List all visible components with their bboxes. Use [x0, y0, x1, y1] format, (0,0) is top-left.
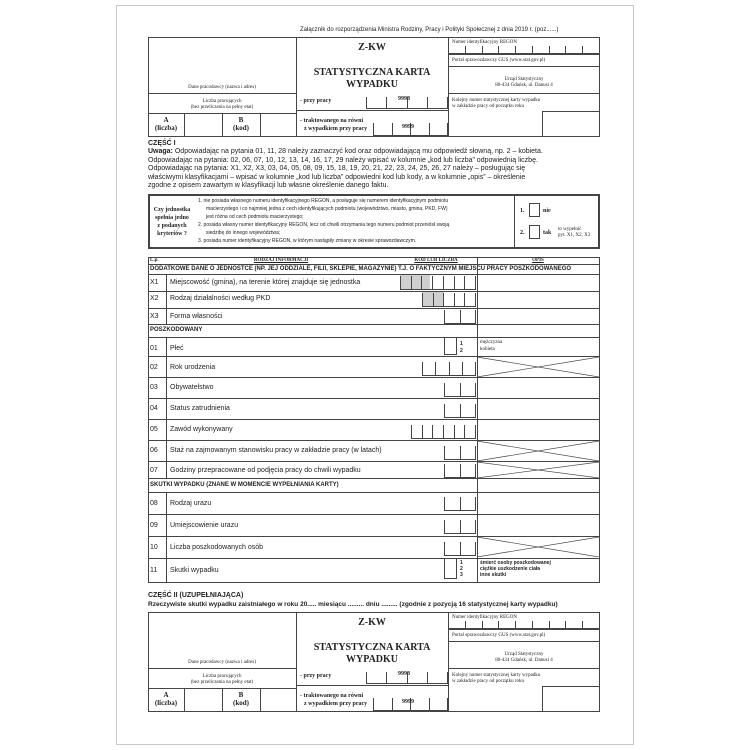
- r09-num: 09: [150, 522, 158, 529]
- x1-num: X1: [150, 279, 159, 286]
- traktowane-label-1: - traktowanego na równi: [300, 118, 364, 124]
- ans1-label: nie: [543, 208, 551, 214]
- main-table: [148, 257, 600, 583]
- traktowane-label-2: z wypadkiem przy pracy: [304, 126, 368, 132]
- x2-num: X2: [150, 295, 159, 302]
- office-name-2: Urząd Statystyczny: [504, 652, 544, 657]
- ans1-num: 1.: [520, 208, 525, 214]
- portal-label: Portal sprawozdawczy GUS (www.stat.gov.pl): [452, 58, 546, 63]
- x3-code-cells[interactable]: [444, 310, 476, 324]
- traktowane-label-1-2: - traktowanego na równi: [300, 693, 364, 699]
- r11-opt3: 3: [460, 572, 463, 578]
- r04-code-cells[interactable]: [444, 404, 476, 418]
- r01-num: 01: [150, 345, 158, 352]
- a-input-2[interactable]: [185, 689, 221, 711]
- criteria-item-3: 3. posiada numer identyfikacyjny REGON, w którym nastąpiły zmiany w okresie sprawozdawczym.: [198, 238, 417, 244]
- form-title-1: STATYSTYCZNA KARTA: [313, 67, 431, 78]
- criteria-q2: spełnia jedno: [155, 215, 189, 221]
- b-label: B: [238, 116, 244, 124]
- col-info: RODZAJ INFORMACJI: [253, 258, 309, 263]
- section-victim: POSZKODOWANY: [150, 327, 203, 333]
- r03-code-cells[interactable]: [444, 383, 476, 397]
- przy-pracy-label: - przy pracy: [300, 98, 332, 104]
- x1-code-cells[interactable]: [400, 276, 476, 290]
- ans2-num: 2.: [520, 230, 525, 236]
- part1-title: CZĘŚĆ I: [148, 140, 176, 147]
- workers-label: Liczba pracujących: [202, 99, 242, 104]
- r11-label: Skutki wypadku: [170, 567, 219, 574]
- regon-cells[interactable]: [448, 46, 600, 54]
- r01-label: Płeć: [170, 345, 184, 352]
- uwaga-line-1: Odpowiadając na pytania 01, 11, 28 należy zaznaczyć kod oraz odpowiadającą mu odpowiedź słowną, np. 2 – kobieta.: [172, 148, 543, 155]
- criteria-item-1b: macierzystego i co najmniej jedna z cech identyfikujących podmiotu (województwo, miasto, gmina, PKD, FW): [206, 206, 448, 212]
- criteria-item-2b: siedzibę do innego województwa;: [206, 230, 281, 236]
- r11-opt2: 2: [460, 566, 463, 572]
- a-input[interactable]: [185, 114, 221, 136]
- r11-desc3: inne skutki: [480, 572, 507, 578]
- regon-cells-2[interactable]: [448, 621, 600, 629]
- part1-note: [148, 148, 608, 191]
- section-effects: SKUTKI WYPADKU (ZNANE W MOMENCIE WYPEŁNIANIA KARTY): [150, 482, 339, 488]
- x2-label: Rodzaj działalności według PKD: [170, 295, 271, 302]
- r06-desc-crossed: [477, 441, 599, 461]
- uwaga-line-4: właściwymi klasyfikacjami – wpisać w kolumnie „kod lub liczba” odpowiedni kod lub kody, a w kolumnie „opis” – określenie: [148, 173, 526, 181]
- form-code: Z-KW: [358, 42, 386, 53]
- col-lp: L.p.: [150, 258, 159, 263]
- ans2-note-2: pyt. X1, X2, X3: [558, 233, 591, 238]
- office-name: Urząd Statystyczny: [504, 77, 544, 82]
- kolejny-label-2-2: w zakładzie pracy od początku roku: [452, 679, 525, 684]
- r07-desc-crossed: [477, 462, 599, 478]
- criteria-item-2a: 2. posiada własny numer identyfikacyjny REGON, lecz od chwili otrzymania tego numeru podmiot przeniósł swoją: [198, 222, 450, 228]
- uwaga-line-2: Odpowiadając na pytania: 02, 06, 07, 10, 12, 13, 14, 16, 17, 29 należy wpisać w kolumnie „kod lub liczba” odpowiednią liczbę.: [148, 156, 538, 164]
- r10-label: Liczba poszkodowanych osób: [170, 544, 264, 551]
- r09-code-cells[interactable]: [444, 520, 476, 534]
- a-sub: (liczba): [154, 124, 178, 132]
- b-sub-2: (kod): [233, 699, 249, 707]
- przy-pracy-code: 9998: [398, 96, 410, 102]
- przy-pracy-cells[interactable]: [366, 97, 448, 109]
- form-title-2-2: WYPADKU: [345, 654, 399, 665]
- r05-label: Zawód wykonywany: [170, 426, 233, 433]
- r06-num: 06: [150, 447, 158, 454]
- workers-label-sub-2: (bez przeliczenia na pełny etat): [190, 680, 254, 685]
- criteria-q4: kryteriów ?: [157, 231, 187, 237]
- r11-num: 11: [150, 567, 158, 574]
- r05-num: 05: [150, 426, 158, 433]
- przy-pracy-label-2: - przy pracy: [300, 673, 332, 679]
- uwaga-line-3: Odpowiadając na pytania: X1, X2, X3, 03, 04, 05, 08, 09, 15, 18, 19, 20, 21, 22, 23, 24, 25, 26, 27 należy – posługując się: [148, 165, 526, 172]
- r01-code-cell[interactable]: [444, 338, 457, 355]
- part2-title: CZĘŚĆ II (UZUPEŁNIAJĄCA): [148, 592, 244, 599]
- office-address: 80-434 Gdańsk, ul. Danusi 4: [495, 83, 553, 88]
- r04-label: Status zatrudnienia: [170, 405, 230, 412]
- traktowane-code: 9999: [402, 124, 414, 130]
- uwaga-label: Uwaga:: [148, 148, 173, 155]
- regon-label: Numer identyfikacyjny REGON: [452, 40, 517, 45]
- workers-label-sub: (bez przeliczenia na pełny etat): [190, 105, 254, 110]
- r09-label: Umiejscowienie urazu: [170, 522, 239, 529]
- form-header-bottom: [148, 612, 600, 712]
- criteria-item-1c: jest różna od cech podmiotu macierzystego;: [206, 214, 304, 220]
- kolejny-label-1: Kolejny numer statystycznej karty wypadku: [452, 98, 541, 103]
- criteria-q3: z podanych: [157, 223, 187, 229]
- b-label-2: B: [238, 691, 244, 699]
- ans1-checkbox[interactable]: [529, 203, 540, 217]
- r08-code-cells[interactable]: [444, 497, 476, 511]
- kolejny-input[interactable]: [542, 111, 600, 137]
- header-note: Załącznik do rozporządzenia Ministra Rodziny, Pracy i Polityki Społecznej z dnia 2019 r. (poz......): [300, 27, 559, 33]
- r11-desc1: śmierć osoby poszkodowanej: [480, 560, 551, 566]
- r06-code-cells[interactable]: [444, 446, 476, 460]
- r03-num: 03: [150, 384, 158, 391]
- r07-num: 07: [150, 467, 158, 474]
- employer-label-2: Dane pracodawcy (nazwa i adres): [188, 660, 256, 665]
- r02-code-cells[interactable]: [422, 362, 476, 376]
- r10-desc-crossed: [477, 537, 599, 557]
- r07-label: Godziny przepracowane od podjęcia pracy do chwili wypadku: [170, 467, 361, 474]
- r07-code-cells[interactable]: [444, 464, 476, 478]
- col-code: KOD LUB LICZBA: [414, 258, 458, 263]
- r01-opt2: 2: [460, 348, 463, 354]
- r10-num: 10: [150, 544, 158, 551]
- portal-label-2: Portal sprawozdawczy GUS (www.stat.gov.pl): [452, 633, 546, 638]
- r11-opt1: 1: [460, 560, 463, 566]
- r08-label: Rodzaj urazu: [170, 500, 212, 507]
- section-unit-data: DODATKOWE DANE O JEDNOSTCE (NP. JEJ ODDZIALE, FILII, SKLEPIE, MAGAZYNIE) T.J. O FAKTYCZNYM MIEJSCU PRACY POSZKODOWANEGO: [150, 266, 572, 272]
- r05-code-cells[interactable]: [411, 425, 476, 439]
- kolejny-label-1-2: Kolejny numer statystycznej karty wypadku: [452, 673, 541, 678]
- employer-label: Dane pracodawcy (nazwa i adres): [188, 85, 256, 90]
- kolejny-input-2[interactable]: [542, 686, 600, 712]
- form-title-1-2: STATYSTYCZNA KARTA: [313, 642, 431, 653]
- r02-desc-crossed: [477, 357, 599, 377]
- uwaga-line-5: zgodne z opisem zawartym w klasyfikacji lub własne określenie danego faktu.: [148, 182, 389, 189]
- criteria-item-1a: 1. nie posiada własnego numeru identyfikacyjnego REGON, a posługuje się numerem identyfikacyjnym podmiotu: [198, 198, 449, 204]
- a-sub-2: (liczba): [154, 699, 178, 707]
- form-header-top: [148, 37, 600, 137]
- b-sub: (kod): [233, 124, 249, 132]
- ans2-checkbox[interactable]: [529, 225, 540, 239]
- r11-code-cell[interactable]: [444, 559, 457, 579]
- office-address-2: 80-434 Gdańsk, ul. Danusi 4: [495, 658, 553, 663]
- criteria-q1: Czy jednostka: [153, 207, 191, 213]
- r02-label: Rok urodzenia: [170, 364, 216, 371]
- ans2-note-1: to wypełnić: [558, 227, 582, 232]
- criteria-box: [148, 194, 600, 249]
- r01-desc2: kobieta: [480, 347, 495, 352]
- x3-num: X3: [150, 313, 159, 320]
- traktowane-code-2: 9999: [402, 699, 414, 705]
- b-input[interactable]: [261, 114, 295, 136]
- r11-desc2: ciężkie uszkodzenie ciała: [480, 566, 541, 572]
- a-label: A: [163, 116, 169, 124]
- ans2-label: tak: [543, 230, 552, 236]
- przy-pracy-code-2: 9998: [398, 671, 410, 677]
- a-label-2: A: [163, 691, 169, 699]
- r06-label: Staż na zajmowanym stanowisku pracy w zakładzie pracy (w latach): [170, 447, 382, 454]
- r04-num: 04: [150, 405, 158, 412]
- x3-label: Forma własności: [170, 313, 223, 320]
- b-input-2[interactable]: [261, 689, 295, 711]
- x2-code-cells[interactable]: [422, 293, 476, 307]
- przy-pracy-cells-2[interactable]: [366, 672, 448, 684]
- r10-code-cells[interactable]: [444, 542, 476, 556]
- regon-label-2: Numer identyfikacyjny REGON: [452, 615, 517, 620]
- r01-desc1: mężczyzna: [480, 340, 503, 345]
- kolejny-label-2: w zakładzie pracy od początku roku: [452, 104, 525, 109]
- traktowane-label-2-2: z wypadkiem przy pracy: [304, 701, 368, 707]
- form-code-2: Z-KW: [358, 617, 386, 628]
- r01-opt1: 1: [460, 341, 463, 347]
- col-desc: OPIS: [532, 258, 544, 263]
- part2-line: Rzeczywiste skutki wypadku zaistniałego w roku 20..... miesiącu ......... dniu ......... (zgodnie z pozycją 16 statystycznej karty wypadku): [148, 601, 558, 608]
- r03-label: Obywatelstwo: [170, 384, 214, 391]
- r02-num: 02: [150, 364, 158, 371]
- x1-label: Miejscowość (gmina), na terenie której znajduje się jednostka: [170, 279, 361, 286]
- workers-label-2: Liczba pracujących: [202, 674, 242, 679]
- form-title-2: WYPADKU: [345, 79, 399, 90]
- r08-num: 08: [150, 500, 158, 507]
